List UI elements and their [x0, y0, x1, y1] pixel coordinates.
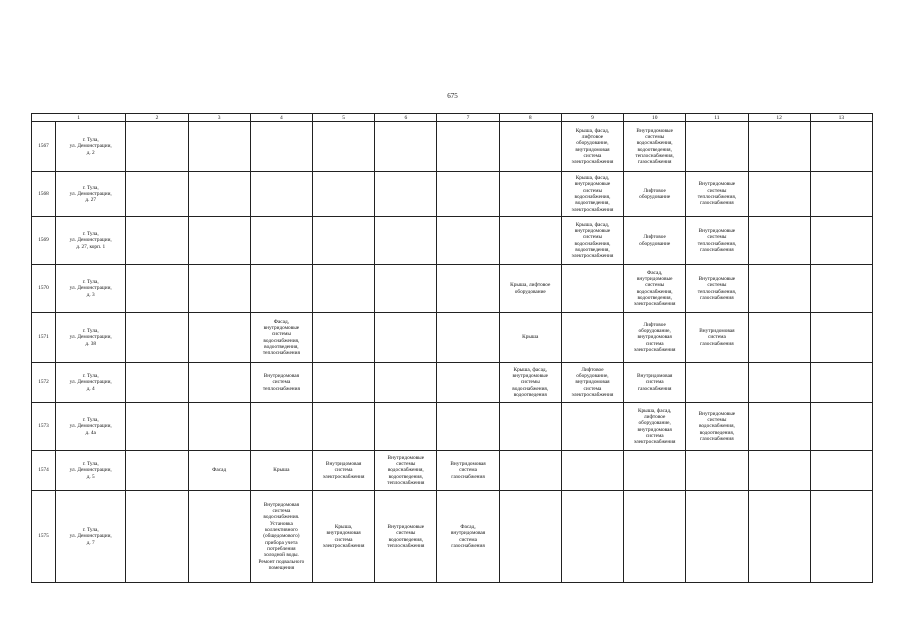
work-cell-col-9 [561, 265, 623, 313]
row-number: 1572 [32, 363, 56, 403]
work-cell-col-11 [686, 363, 748, 403]
work-cell-col-12 [748, 451, 810, 491]
work-cell-col-10 [624, 491, 686, 583]
work-cell-col-8 [499, 451, 561, 491]
work-cell-col-5 [312, 217, 374, 265]
work-cell-col-9 [561, 451, 623, 491]
work-cell-col-7 [437, 217, 499, 265]
work-cell-col-3 [188, 217, 250, 265]
work-cell-col-10: Лифтовое оборудование, внутридомовая система электроснабжения [624, 313, 686, 363]
table-row [32, 172, 873, 217]
work-cell-col-6 [375, 363, 437, 403]
work-cell-col-7 [437, 403, 499, 451]
work-cell-col-4 [250, 403, 312, 451]
row-number: 1571 [32, 313, 56, 363]
work-cell-col-3 [188, 363, 250, 403]
work-cell-col-12 [748, 363, 810, 403]
work-cell-col-3 [188, 403, 250, 451]
work-cell-col-7 [437, 265, 499, 313]
column-header-5: 5 [312, 114, 374, 122]
work-cell-col-6 [375, 217, 437, 265]
work-cell-col-7 [437, 363, 499, 403]
column-header-6: 6 [375, 114, 437, 122]
work-cell-col-8: Крыша [499, 313, 561, 363]
row-number: 1573 [32, 403, 56, 451]
work-cell-col-11 [686, 451, 748, 491]
table-row [32, 363, 873, 403]
work-cell-col-10 [624, 451, 686, 491]
work-cell-col-9: Крыша, фасад, внутридомовые системы водоснабжения, водоотведения, электроснабжения [561, 217, 623, 265]
column-header-2: 2 [126, 114, 188, 122]
work-cell-col-5 [312, 265, 374, 313]
work-cell-col-6: Внутридомовые системы водоотведения, теплоснабжения [375, 491, 437, 583]
work-cell-col-9 [561, 491, 623, 583]
work-cell-col-4: Фасад, внутридомовые системы водоснабжения, водоотведения, теплоснабжения [250, 313, 312, 363]
column-header-12: 12 [748, 114, 810, 122]
column-header-11: 11 [686, 114, 748, 122]
row-number: 1570 [32, 265, 56, 313]
work-cell-col-2 [126, 313, 188, 363]
work-cell-col-12 [748, 265, 810, 313]
work-cell-col-12 [748, 172, 810, 217]
work-cell-col-7: Внутридомовая система газоснабжения [437, 451, 499, 491]
column-header-3: 3 [188, 114, 250, 122]
column-header-7: 7 [437, 114, 499, 122]
work-cell-col-12 [748, 217, 810, 265]
work-cell-col-3 [188, 491, 250, 583]
work-cell-col-8: Крыша, фасад, внутридомовые системы водоснабжения, водоотведения [499, 363, 561, 403]
address-cell: г. Тула, ул. Демонстрации, д. 27, корп. 1 [56, 217, 126, 265]
work-cell-col-9 [561, 403, 623, 451]
work-cell-col-13 [810, 172, 872, 217]
work-cell-col-13 [810, 265, 872, 313]
work-cell-col-8 [499, 491, 561, 583]
work-cell-col-5: Крыша, внутридомовая система электроснабжения [312, 491, 374, 583]
work-cell-col-4: Внутридомовая система теплоснабжения [250, 363, 312, 403]
work-cell-col-13 [810, 403, 872, 451]
work-cell-col-5 [312, 172, 374, 217]
work-cell-col-13 [810, 313, 872, 363]
work-cell-col-6 [375, 403, 437, 451]
row-number: 1574 [32, 451, 56, 491]
work-cell-col-8 [499, 122, 561, 172]
table-row [32, 403, 873, 451]
table-row [32, 217, 873, 265]
row-number: 1567 [32, 122, 56, 172]
column-header-9: 9 [561, 114, 623, 122]
work-cell-col-11: Внутридомовые системы теплоснабжения, газоснабжения [686, 217, 748, 265]
work-cell-col-12 [748, 122, 810, 172]
work-cell-col-3 [188, 265, 250, 313]
work-cell-col-5: Внутридомовая система электроснабжения [312, 451, 374, 491]
work-cell-col-13 [810, 451, 872, 491]
address-cell: г. Тула, ул. Демонстрации, д. 5 [56, 451, 126, 491]
work-cell-col-12 [748, 491, 810, 583]
work-cell-col-7 [437, 122, 499, 172]
work-cell-col-4: Крыша [250, 451, 312, 491]
work-cell-col-2 [126, 217, 188, 265]
work-cell-col-10: Фасад, внутридомовые системы водоснабжения, водоотведения, электроснабжения [624, 265, 686, 313]
work-cell-col-6: Внутридомовые системы водоснабжения, водоотведения, теплоснабжения [375, 451, 437, 491]
work-cell-col-10: Лифтовое оборудование [624, 217, 686, 265]
work-cell-col-11: Внутридомовые системы теплоснабжения, газоснабжения [686, 265, 748, 313]
work-cell-col-9: Лифтовое оборудование, внутридомовая система электроснабжения [561, 363, 623, 403]
column-header-4: 4 [250, 114, 312, 122]
work-cell-col-7: Фасад, внутридомовая система газоснабжения [437, 491, 499, 583]
work-cell-col-10: Крыша, фасад, лифтовое оборудование, внутридомовая система электроснабжения [624, 403, 686, 451]
address-cell: г. Тула, ул. Демонстрации, д. 27 [56, 172, 126, 217]
address-cell: г. Тула, ул. Демонстрации, д. 2 [56, 122, 126, 172]
work-cell-col-2 [126, 172, 188, 217]
work-cell-col-9: Крыша, фасад, лифтовое оборудование, внутридомовая система электроснабжения [561, 122, 623, 172]
work-cell-col-4: Внутридомовая система водоснабжения. Установка коллективного (общедомового) прибора учета потребления холодной воды. Ремонт подвального помещения [250, 491, 312, 583]
work-cell-col-3 [188, 313, 250, 363]
work-cell-col-12 [748, 403, 810, 451]
table-row [32, 122, 873, 172]
work-cell-col-3 [188, 122, 250, 172]
work-cell-col-9: Крыша, фасад, внутридомовые системы водоснабжения, водоотведения, электроснабжения [561, 172, 623, 217]
work-cell-col-4 [250, 217, 312, 265]
work-cell-col-3: Фасад [188, 451, 250, 491]
work-cell-col-5 [312, 403, 374, 451]
work-cell-col-8 [499, 217, 561, 265]
work-cell-col-10: Внутридомовая система газоснабжения [624, 363, 686, 403]
address-cell: г. Тула, ул. Демонстрации, д. 3 [56, 265, 126, 313]
header-row [32, 114, 873, 122]
work-cell-col-13 [810, 217, 872, 265]
work-cell-col-7 [437, 313, 499, 363]
work-cell-col-4 [250, 172, 312, 217]
work-cell-col-3 [188, 172, 250, 217]
work-cell-col-8 [499, 403, 561, 451]
work-cell-col-2 [126, 363, 188, 403]
work-cell-col-4 [250, 122, 312, 172]
work-cell-col-12 [748, 313, 810, 363]
work-cell-col-11: Внутридомовые системы водоснабжения, водоотведения, газоснабжения [686, 403, 748, 451]
address-cell: г. Тула, ул. Демонстрации, д. 38 [56, 313, 126, 363]
row-number: 1568 [32, 172, 56, 217]
work-cell-col-13 [810, 122, 872, 172]
column-header-10: 10 [624, 114, 686, 122]
column-header-13: 13 [810, 114, 872, 122]
work-cell-col-8 [499, 172, 561, 217]
row-number: 1569 [32, 217, 56, 265]
work-cell-col-10: Внутридомовые системы водоснабжения, водоотведения, теплоснабжения, газоснабжения [624, 122, 686, 172]
table-row [32, 265, 873, 313]
work-cell-col-11: Внутридомовая система газоснабжения [686, 313, 748, 363]
work-cell-col-4 [250, 265, 312, 313]
column-header-1: 1 [32, 114, 126, 122]
work-cell-col-2 [126, 491, 188, 583]
work-cell-col-6 [375, 122, 437, 172]
work-cell-col-6 [375, 313, 437, 363]
work-cell-col-9 [561, 313, 623, 363]
work-cell-col-2 [126, 451, 188, 491]
work-cell-col-13 [810, 363, 872, 403]
work-cell-col-5 [312, 363, 374, 403]
work-cell-col-7 [437, 172, 499, 217]
table-row [32, 491, 873, 583]
work-cell-col-2 [126, 122, 188, 172]
address-cell: г. Тула, ул. Демонстрации, д. 7 [56, 491, 126, 583]
work-cell-col-6 [375, 265, 437, 313]
row-number: 1575 [32, 491, 56, 583]
work-cell-col-5 [312, 122, 374, 172]
address-cell: г. Тула, ул. Демонстрации, д. 4 [56, 363, 126, 403]
table-body [32, 122, 873, 583]
page-number: 675 [447, 92, 458, 100]
work-cell-col-11: Внутридомовые системы теплоснабжения, газоснабжения [686, 172, 748, 217]
address-cell: г. Тула, ул. Демонстрации, д. 4а [56, 403, 126, 451]
work-cell-col-11 [686, 491, 748, 583]
work-cell-col-2 [126, 265, 188, 313]
repair-schedule-table [31, 113, 873, 583]
work-cell-col-5 [312, 313, 374, 363]
table-header [32, 114, 873, 122]
work-cell-col-2 [126, 403, 188, 451]
work-cell-col-11 [686, 122, 748, 172]
work-cell-col-8: Крыша, лифтовое оборудование [499, 265, 561, 313]
table-row [32, 313, 873, 363]
work-cell-col-6 [375, 172, 437, 217]
column-header-8: 8 [499, 114, 561, 122]
work-cell-col-10: Лифтовое оборудование [624, 172, 686, 217]
table-row [32, 451, 873, 491]
work-cell-col-13 [810, 491, 872, 583]
